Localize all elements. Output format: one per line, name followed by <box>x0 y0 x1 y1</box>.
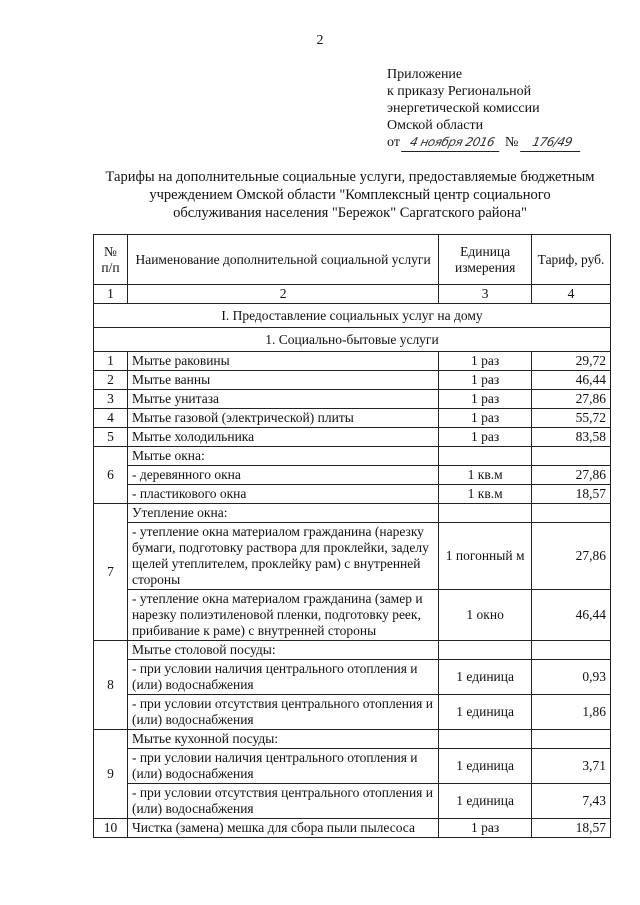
table-row <box>94 749 611 784</box>
row-num: 8 <box>94 641 128 730</box>
row-tariff: 0,93 <box>532 660 611 695</box>
title-line: учреждением Омской области "Комплексный центр социального <box>149 187 551 203</box>
table-row <box>94 466 611 485</box>
appendix-line: Омской области <box>387 118 484 133</box>
empty-cell <box>532 504 611 523</box>
header-tariff: Тариф, руб. <box>532 235 611 285</box>
document-title <box>70 168 630 222</box>
header-name: Наименование дополнительной социальной услуги <box>127 235 438 285</box>
table-row <box>94 352 611 371</box>
row-num: 4 <box>94 409 128 428</box>
group-heading: Утепление окна: <box>127 504 438 523</box>
appendix-line: к приказу Региональной <box>387 84 532 99</box>
row-tariff: 46,44 <box>532 590 611 641</box>
row-name: - пластикового окна <box>127 485 438 504</box>
appendix-line: Приложение <box>387 67 463 82</box>
row-unit: 1 окно <box>439 590 532 641</box>
row-num: 5 <box>94 428 128 447</box>
empty-cell <box>532 730 611 749</box>
group-heading-row <box>94 504 611 523</box>
order-reference <box>387 134 627 152</box>
row-tariff: 18,57 <box>532 819 611 838</box>
table-row <box>94 784 611 819</box>
page-number: 2 <box>316 33 324 48</box>
empty-cell <box>439 730 532 749</box>
column-index-row <box>94 285 611 304</box>
table-row <box>94 819 611 838</box>
empty-cell <box>439 504 532 523</box>
row-unit: 1 раз <box>439 390 532 409</box>
group-heading: Мытье кухонной посуды: <box>127 730 438 749</box>
row-tariff: 3,71 <box>532 749 611 784</box>
row-tariff: 27,86 <box>532 523 611 590</box>
row-name: - при условии отсутствия центрального отопления и (или) водоснабжения <box>127 695 438 730</box>
row-num: 7 <box>94 504 128 641</box>
group-heading-row <box>94 641 611 660</box>
row-num: 10 <box>94 819 128 838</box>
row-unit: 1 раз <box>439 819 532 838</box>
row-unit: 1 раз <box>439 352 532 371</box>
row-num: 3 <box>94 390 128 409</box>
row-num: 9 <box>94 730 128 819</box>
header-unit: Единица измерения <box>439 235 532 285</box>
table-row <box>94 695 611 730</box>
row-name: Чистка (замена) мешка для сбора пыли пылесоса <box>127 819 438 838</box>
row-num: 6 <box>94 447 128 504</box>
appendix-line: энергетической комиссии <box>387 101 540 116</box>
order-number-handwritten: 176/49 <box>520 134 584 152</box>
row-unit: 1 единица <box>439 660 532 695</box>
header-num: № п/п <box>94 235 128 285</box>
empty-cell <box>439 641 532 660</box>
row-tariff: 83,58 <box>532 428 611 447</box>
table-row <box>94 660 611 695</box>
table-row <box>94 523 611 590</box>
row-unit: 1 раз <box>439 409 532 428</box>
row-tariff: 27,86 <box>532 466 611 485</box>
row-name: - при условии наличия центрального отопления и (или) водоснабжения <box>127 749 438 784</box>
table-header-row <box>94 235 611 285</box>
order-prefix: от <box>387 135 400 150</box>
row-name: - при условии наличия центрального отопления и (или) водоснабжения <box>127 660 438 695</box>
row-name: Мытье раковины <box>127 352 438 371</box>
row-tariff: 7,43 <box>532 784 611 819</box>
appendix-block <box>387 66 627 152</box>
section-title: I. Предоставление социальных услуг на дому <box>94 304 611 328</box>
tariffs-table <box>93 234 611 838</box>
row-tariff: 46,44 <box>532 371 611 390</box>
row-unit: 1 погонный м <box>439 523 532 590</box>
subsection-title: 1. Социально-бытовые услуги <box>94 328 611 352</box>
row-tariff: 27,86 <box>532 390 611 409</box>
group-heading: Мытье столовой посуды: <box>127 641 438 660</box>
column-index: 3 <box>439 285 532 304</box>
empty-cell <box>532 447 611 466</box>
row-num: 1 <box>94 352 128 371</box>
row-num: 2 <box>94 371 128 390</box>
row-name: Мытье ванны <box>127 371 438 390</box>
row-name: - при условии отсутствия центрального отопления и (или) водоснабжения <box>127 784 438 819</box>
title-line: обслуживания населения "Бережок" Саргатского района" <box>173 205 527 221</box>
table-row <box>94 428 611 447</box>
row-unit: 1 раз <box>439 428 532 447</box>
column-index: 2 <box>127 285 438 304</box>
row-name: - утепление окна материалом гражданина (нарезку бумаги, подготовку раствора для проклейки, заделу щелей утеплителем, проклейку рам) с внутренней стороны <box>127 523 438 590</box>
group-heading-row <box>94 730 611 749</box>
title-line: Тарифы на дополнительные социальные услуги, предоставляемые бюджетным <box>105 169 595 185</box>
row-tariff: 18,57 <box>532 485 611 504</box>
group-heading-row <box>94 447 611 466</box>
row-unit: 1 единица <box>439 695 532 730</box>
row-name: Мытье холодильника <box>127 428 438 447</box>
table-row <box>94 371 611 390</box>
row-name: - деревянного окна <box>127 466 438 485</box>
subsection-row <box>94 328 611 352</box>
section-row <box>94 304 611 328</box>
row-name: - утепление окна материалом гражданина (замер и нарезку полиэтиленовой пленки, подготовку реек, прибивание к раме) с внутренней стороны <box>127 590 438 641</box>
row-tariff: 55,72 <box>532 409 611 428</box>
empty-cell <box>532 641 611 660</box>
row-name: Мытье газовой (электрической) плиты <box>127 409 438 428</box>
column-index: 4 <box>532 285 611 304</box>
column-index: 1 <box>94 285 128 304</box>
row-tariff: 1,86 <box>532 695 611 730</box>
table-row <box>94 390 611 409</box>
row-unit: 1 кв.м <box>439 485 532 504</box>
table-row <box>94 485 611 504</box>
empty-cell <box>439 447 532 466</box>
row-tariff: 29,72 <box>532 352 611 371</box>
table-row <box>94 590 611 641</box>
table-row <box>94 409 611 428</box>
group-heading: Мытье окна: <box>127 447 438 466</box>
row-unit: 1 кв.м <box>439 466 532 485</box>
order-date-handwritten: 4 ноября 2016 <box>402 134 504 152</box>
row-unit: 1 единица <box>439 749 532 784</box>
row-name: Мытье унитаза <box>127 390 438 409</box>
row-unit: 1 раз <box>439 371 532 390</box>
row-unit: 1 единица <box>439 784 532 819</box>
order-no-label: № <box>504 135 519 150</box>
